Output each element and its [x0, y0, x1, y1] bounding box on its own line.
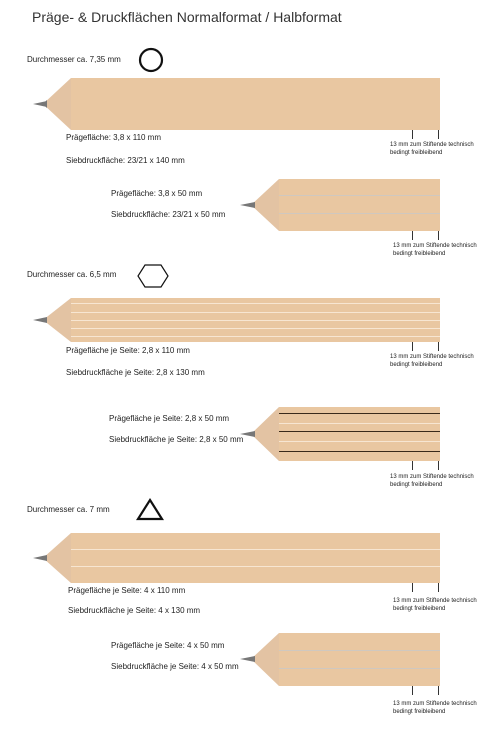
- diameter-label: Durchmesser ca. 7 mm: [27, 505, 110, 514]
- end-marker: [438, 686, 439, 695]
- end-note-line-2: bedingt freibleibend: [390, 482, 443, 488]
- end-note-line-2: bedingt freibleibend: [393, 251, 446, 257]
- pencil-body: [71, 298, 440, 342]
- screen-print-area-label: Siebdruckfläche: 23/21 x 50 mm: [111, 210, 226, 219]
- pencil-body: [279, 633, 440, 686]
- pencil-tip: [30, 533, 75, 583]
- screen-print-area-label: Siebdruckfläche je Seite: 2,8 x 130 mm: [66, 368, 205, 377]
- end-note-line-1: 13 mm zum Stiftende technisch: [393, 598, 477, 604]
- end-marker: [438, 461, 439, 470]
- screen-print-area-label: Siebdruckfläche je Seite: 2,8 x 50 mm: [109, 435, 244, 444]
- end-marker: [438, 130, 439, 139]
- pencil-tip: [30, 78, 75, 130]
- pencil-body: [71, 533, 440, 583]
- circle-icon: [138, 47, 166, 73]
- emboss-area-label: Prägefläche je Seite: 4 x 50 mm: [111, 641, 225, 650]
- end-note-line-1: 13 mm zum Stiftende technisch: [390, 354, 474, 360]
- pencil-body: [279, 179, 440, 231]
- emboss-area-label: Prägefläche: 3,8 x 50 mm: [111, 189, 203, 198]
- end-note-line-2: bedingt freibleibend: [393, 606, 446, 612]
- end-note-line-1: 13 mm zum Stiftende technisch: [393, 701, 477, 707]
- pencil-tip: [238, 407, 283, 461]
- end-marker: [412, 342, 413, 351]
- end-note-line-1: 13 mm zum Stiftende technisch: [390, 142, 474, 148]
- diameter-label: Durchmesser ca. 7,35 mm: [27, 55, 121, 64]
- pencil-body: [71, 78, 440, 130]
- emboss-area-label: Prägefläche je Seite: 4 x 110 mm: [68, 586, 186, 595]
- end-note-line-1: 13 mm zum Stiftende technisch: [393, 243, 477, 249]
- screen-print-area-label: Siebdruckfläche je Seite: 4 x 50 mm: [111, 662, 239, 671]
- end-marker: [438, 342, 439, 351]
- screen-print-area-label: Siebdruckfläche: 23/21 x 140 mm: [66, 156, 185, 165]
- end-note-line-2: bedingt freibleibend: [390, 150, 443, 156]
- emboss-area-label: Prägefläche je Seite: 2,8 x 110 mm: [66, 346, 190, 355]
- triangle-icon: [136, 498, 164, 522]
- end-marker: [438, 583, 439, 592]
- emboss-area-label: Prägefläche: 3,8 x 110 mm: [66, 133, 162, 142]
- end-note-line-2: bedingt freibleibend: [390, 362, 443, 368]
- end-note-line-1: 13 mm zum Stiftende technisch: [390, 474, 474, 480]
- emboss-area-label: Prägefläche je Seite: 2,8 x 50 mm: [109, 414, 230, 423]
- screen-print-area-label: Siebdruckfläche je Seite: 4 x 130 mm: [68, 606, 201, 615]
- hexagon-icon: [137, 264, 169, 288]
- pencil-body: [279, 407, 440, 461]
- end-marker: [412, 130, 413, 139]
- end-marker: [412, 686, 413, 695]
- end-marker: [438, 231, 439, 240]
- page-title: Präge- & Druckflächen Normalformat / Halbformat: [32, 9, 342, 25]
- pencil-tip: [238, 179, 283, 231]
- pencil-tip: [238, 633, 283, 686]
- end-marker: [412, 461, 413, 470]
- end-note-line-2: bedingt freibleibend: [393, 709, 446, 715]
- pencil-tip: [30, 298, 75, 342]
- end-marker: [412, 231, 413, 240]
- end-marker: [412, 583, 413, 592]
- diameter-label: Durchmesser ca. 6,5 mm: [27, 270, 117, 279]
